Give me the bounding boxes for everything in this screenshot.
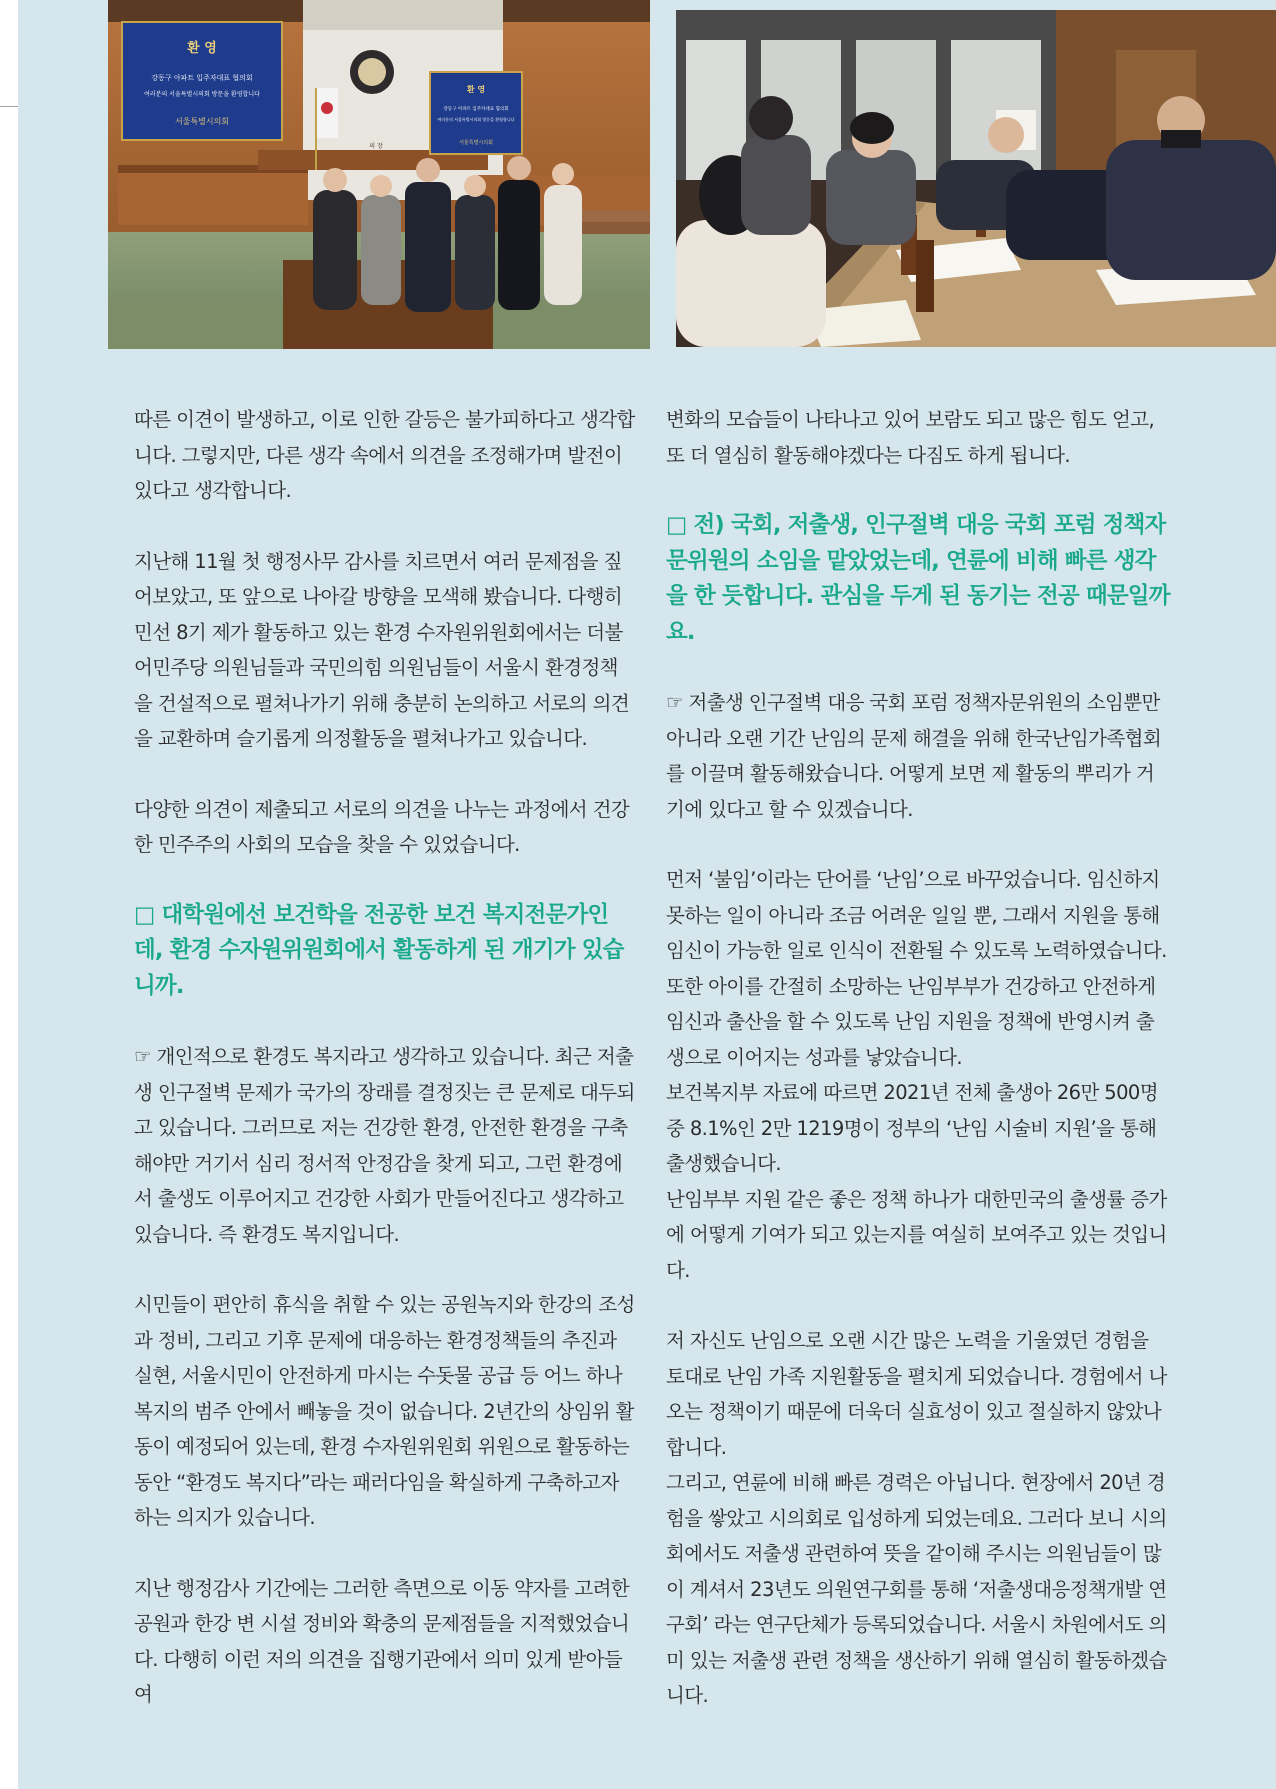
paragraph: 따른 이견이 발생하고, 이로 인한 갈등은 불가피하다고 생각합니다. 그렇지만, 다른 생각 속에서 의견을 조정해가며 발전이 있다고 생각합니다. [134,408,635,502]
interview-question: □ 전) 국회, 저출생, 인구절벽 대응 국회 포럼 정책자문위원의 소임을 맡았었는데, 연륜에 비해 빠른 생각을 한 듯합니다. 관심을 두게 된 동기는 전공 때문일까요. [666,512,1170,645]
paragraph: 지난 행정감사 기간에는 그러한 측면으로 이동 약자를 고려한 공원과 한강 변 시설 정비와 확충의 문제점들을 지적했었습니다. 다행히 이런 저의 의견을 집행기관에서 의미 있게 받아들여 [134,1576,630,1706]
meeting-photo [676,10,1276,347]
paragraph: 먼저 ‘불임’이라는 단어를 ‘난임’으로 바꾸었습니다. 임신하지 못하는 일이 아니라 조금 어려운 일일 뿐, 그래서 지원을 통해 임신이 가능한 일로 인식이 전환될 수 있도록 노력하였습니다. 또한 아이를 간절히 소망하는 난임부부가 건강하고 안전하게 임신과 출산을 할 수 있도록 난임 지원을 정책에 반영시켜 출생으로 이어지는 성과를 낳았습니다. [666,868,1167,1069]
welcome-banner-right [430,72,522,154]
paragraph: 그리고, 연륜에 비해 빠른 경력은 아닙니다. 현장에서 20년 경험을 쌓았고 시의회로 입성하게 되었는데요. 그러다 보니 시의회에서도 저출생 관련하여 뜻을 같이해 주시는 의원님들이 많이 계셔서 23년도 의원연구회를 통해 ‘저출생대응정책개발 연구회’ 라는 연구단체가 등록되었습니다. 서울시 차원에서도 의미 있는 저출생 관련 정책을 생산하기 위해 열심히 활동하겠습니다. [666,1471,1167,1707]
banner-left-line2: 여러분의 서울특별시의회 방문을 환영합니다 [144,91,260,98]
paragraph: 다양한 의견이 제출되고 서로의 의견을 나누는 과정에서 건강한 민주주의 사회의 모습을 찾을 수 있었습니다. [134,797,630,856]
paragraph: ☞ 저출생 인구절벽 대응 국회 포럼 정책자문위원의 소임뿐만 아니라 오랜 기간 난임의 문제 해결을 위해 한국난임가족협회를 이끌며 활동해왔습니다. 어떻게 보면 제 활동의 뿌리가 거기에 있다고 할 수 있겠습니다. [666,691,1162,821]
right-text-column [666,402,1170,1714]
left-text-column [134,402,636,1713]
paragraph: 저 자신도 난임으로 오랜 시간 많은 노력을 기울였던 경험을 토대로 난임 가족 지원활동을 펼치게 되었습니다. 경험에서 나오는 정책이기 때문에 더욱더 실효성이 있고 절실하지 않았나 합니다. [666,1329,1167,1459]
banner-right-title: 환 영 [466,85,486,94]
banner-left-line1: 강동구 아파트 입주자대표 협의회 [151,74,253,82]
banner-left-title: 환 영 [187,41,217,56]
paragraph: ☞ 개인적으로 환경도 복지라고 생각하고 있습니다. 최근 저출생 인구절벽 문제가 국가의 장래를 결정짓는 큰 문제로 대두되고 있습니다. 그러므로 저는 건강한 환경, 안전한 환경을 구축해야만 거기서 심리 정서적 안정감을 찾게 되고, 그런 환경에서 출생도 이루어지고 건강한 사회가 만들어진다고 생각하고 있습니다. 즉 환경도 복지입니다. [134,1045,635,1246]
welcome-banner-left [122,22,282,140]
banner-right-line2: 여러분의 서울특별시의회 방문을 환영합니다 [437,117,515,122]
paragraph: 변화의 모습들이 나타나고 있어 보람도 되고 많은 힘도 얻고, 또 더 열심히 활동해야겠다는 다짐도 하게 됩니다. [666,408,1155,467]
paragraph: 시민들이 편안히 휴식을 취할 수 있는 공원녹지와 한강의 조성과 정비, 그리고 기후 문제에 대응하는 환경정책들의 추진과 실현, 서울시민이 안전하게 마시는 수돗물 공급 등 어느 하나 복지의 범주 안에서 빼놓을 것이 없습니다. 2년간의 상임위 활동이 예정되어 있는데, 환경 수자원위원회 위원으로 활동하는 동안 “환경도 복지다”라는 패러다임을 확실하게 구축하고자 하는 의지가 있습니다. [134,1293,635,1529]
council-chamber-group-photo [108,0,650,349]
paragraph: 난임부부 지원 같은 좋은 정책 하나가 대한민국의 출생률 증가에 어떻게 기여가 되고 있는지를 여실히 보여주고 있는 것입니다. [666,1187,1167,1282]
interview-question: □ 대학원에선 보건학을 전공한 보건 복지전문가인데, 환경 수자원위원회에서 활동하게 된 개기가 있습니까. [134,901,624,999]
banner-right-line1: 강동구 아파트 입주자대표 협의회 [443,107,509,112]
paragraph: 보건복지부 자료에 따르면 2021년 전체 출생아 26만 500명 중 8.1%인 2만 1219명이 정부의 ‘난임 시술비 지원’을 통해 출생했습니다. [666,1081,1158,1175]
page-edge-rule [0,106,18,107]
podium-sign: 의 장 [369,143,383,150]
banner-right-org: 서울특별시의회 [459,140,493,146]
paragraph: 지난해 11월 첫 행정사무 감사를 치르면서 여러 문제점을 짚어보았고, 또 앞으로 나아갈 방향을 모색해 봤습니다. 다행히 민선 8기 제가 활동하고 있는 환경 수자원위원회에서는 더불어민주당 의원님들과 국민의힘 의원님들이 서울시 환경정책을 건설적으로 펼쳐나가기 위해 충분히 논의하고 서로의 의견을 교환하며 슬기롭게 의정활동을 펼쳐나가고 있습니다. [134,549,630,750]
banner-left-org: 서울특별시의회 [174,117,230,126]
